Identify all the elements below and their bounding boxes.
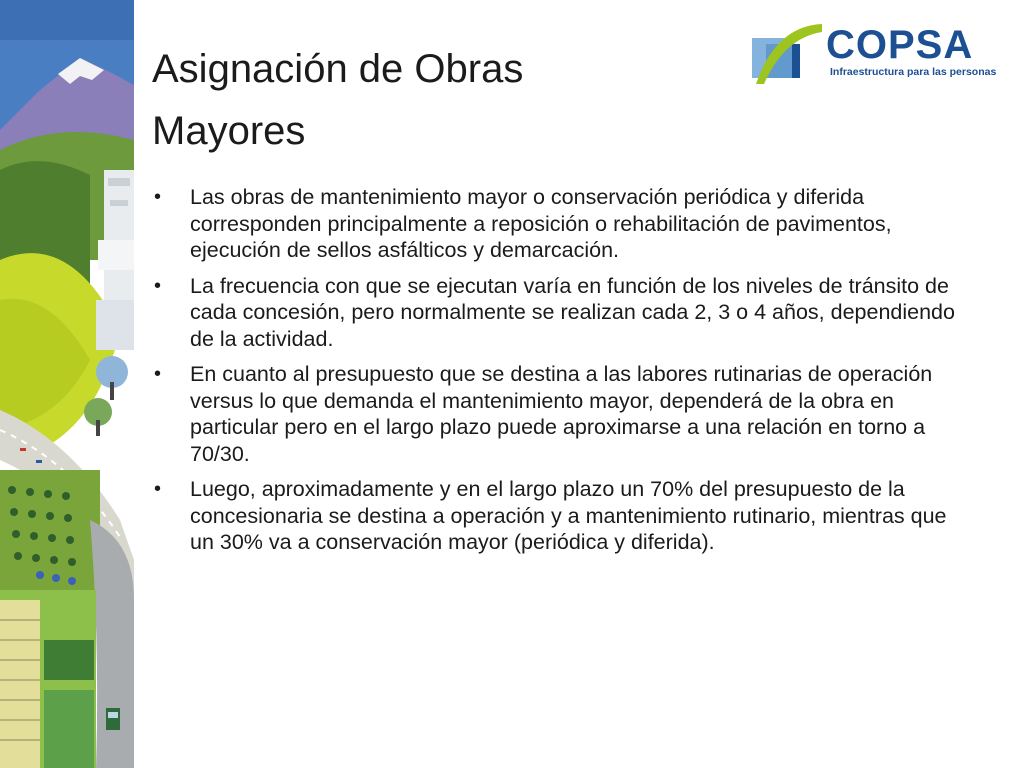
bullet-text: En cuanto al presupuesto que se destina a las labores rutinarias de operación versus lo que demanda el mantenimiento mayor, dependerá de la obra en particular pero en el largo plazo puede aproximarse a una relación en torno a 70/30.: [190, 362, 933, 466]
bullet-icon: •: [154, 274, 162, 297]
slide-title: [152, 38, 712, 162]
bullet-list: [152, 184, 972, 556]
copsa-logo-mark-icon: [752, 18, 826, 92]
logo-tagline: Infraestructura para las personas: [830, 66, 997, 78]
list-item: [152, 361, 972, 467]
slide-body: [152, 184, 972, 565]
list-item: [152, 476, 972, 556]
bullet-icon: •: [154, 186, 162, 208]
bullet-icon: •: [154, 363, 162, 385]
copsa-logo: [752, 18, 1008, 92]
side-landscape-painting: [0, 0, 134, 768]
bullet-icon: •: [154, 478, 162, 500]
slide-title-line-2: Mayores: [152, 109, 306, 153]
list-item: [152, 273, 972, 353]
bullet-text: La frecuencia con que se ejecutan varía en función de los niveles de tránsito de cada concesión, pero normalmente se realizan cada 2, 3 o 4 años, dependiendo de la actividad.: [190, 273, 955, 351]
bullet-text: Luego, aproximadamente y en el largo plazo un 70% del presupuesto de la concesionaria se destina a operación y a mantenimiento rutinario, mientras que un 30% va a conservación mayor (periódica y diferida).: [190, 477, 947, 554]
bullet-text: Las obras de mantenimiento mayor o conservación periódica y diferida corresponden principalmente a reposición o rehabilitación de pavimentos, ejecución de sellos asfálticos y demarcación.: [190, 185, 892, 262]
slide-title-line-1: Asignación de Obras: [152, 47, 524, 91]
list-item: [152, 184, 972, 264]
logo-wordmark: COPSA: [826, 23, 974, 67]
